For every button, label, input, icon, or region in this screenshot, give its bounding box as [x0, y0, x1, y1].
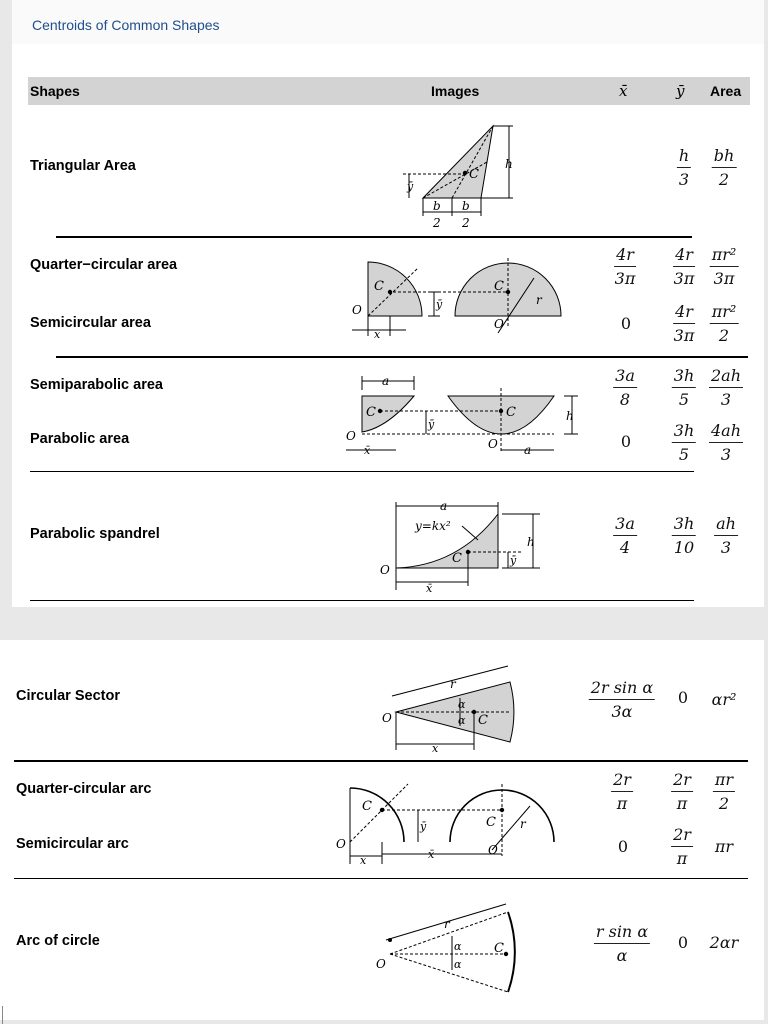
label-r: r: [444, 917, 450, 931]
area-value: 2αr: [709, 933, 739, 952]
row-label-circular-sector: Circular Sector: [16, 688, 120, 704]
label-curve: y=kx²: [415, 519, 451, 533]
label-O: O: [380, 563, 390, 577]
xbar-value: r sin α α: [595, 922, 649, 965]
row-divider: [56, 356, 748, 358]
label-ybar: ȳ: [428, 418, 435, 431]
row-label-arc-of-circle: Arc of circle: [16, 933, 100, 949]
label-O: O: [346, 429, 356, 443]
triangle-figure: [395, 118, 525, 233]
area-value: ah 3: [716, 514, 736, 557]
label-xbar: x̄: [426, 582, 433, 594]
ybar-value: 4r 3π: [673, 302, 695, 345]
label-C: C: [452, 551, 462, 566]
label-r: r: [520, 817, 526, 831]
label-xbar: x̄: [374, 328, 381, 341]
row-label-quarter-circular-arc: Quarter-circular arc: [16, 781, 152, 797]
area-value: 2ah 3: [710, 366, 742, 409]
ybar-value: 3h 10: [673, 514, 695, 557]
label-C: C: [494, 279, 504, 294]
label-ybar: ȳ: [407, 180, 414, 193]
xbar-value: 0: [620, 432, 632, 451]
label-O: O: [376, 957, 386, 971]
xbar-value: 0: [617, 837, 629, 856]
label-O: O: [494, 317, 504, 331]
label-C: C: [494, 941, 504, 956]
circular-arc-figure: [332, 770, 568, 870]
label-r: r: [450, 677, 456, 691]
xbar-value: 4r 3π: [614, 245, 636, 288]
label-xbar: x̄: [428, 848, 435, 861]
row-divider: [30, 600, 694, 601]
label-xbar: x̄: [432, 742, 439, 755]
xbar-value: 3a 4: [615, 514, 635, 557]
xbar-value: 2r sin α 3α: [590, 678, 654, 721]
label-C: C: [374, 279, 384, 294]
label-xbar: x̄: [364, 444, 371, 457]
quarter-semicircle-area-figure: [348, 248, 570, 343]
parabolic-spandrel-figure: [378, 496, 548, 594]
label-O: O: [382, 711, 392, 725]
header-shapes: Shapes: [30, 83, 80, 99]
label-alpha: α: [454, 940, 462, 953]
label-O: O: [488, 437, 498, 451]
ybar-value: 3h 5: [673, 421, 695, 464]
label-b: b: [433, 199, 441, 213]
label-h: h: [505, 157, 513, 171]
label-C: C: [478, 713, 488, 728]
row-label-quarter-circular-area: Quarter−circular area: [30, 257, 178, 273]
ybar-value: h 3: [678, 146, 690, 189]
row-divider: [14, 878, 748, 879]
label-O: O: [488, 843, 498, 857]
row-label-parabolic-area: Parabolic area: [30, 431, 130, 447]
label-b: b: [462, 199, 470, 213]
area-value: πr: [714, 837, 734, 856]
circular-sector-figure: [378, 660, 528, 755]
label-2: 2: [433, 216, 441, 230]
label-C: C: [366, 405, 376, 420]
label-O: O: [352, 303, 362, 317]
row-label-parabolic-spandrel: Parabolic spandrel: [30, 526, 160, 542]
row-label-semicircular-area: Semicircular area: [30, 315, 151, 331]
arc-of-circle-figure: [372, 900, 522, 1000]
label-a: a: [524, 443, 532, 457]
label-alpha: α: [458, 714, 466, 727]
label-C: C: [469, 167, 479, 182]
label-O: O: [336, 837, 346, 851]
area-value: πr 2: [714, 770, 734, 813]
ybar-value: 2r π: [673, 825, 691, 868]
label-C: C: [506, 405, 516, 420]
area-value: 4ah 3: [710, 421, 742, 464]
label-alpha: α: [458, 698, 466, 711]
ybar-value: 2r π: [673, 770, 691, 813]
row-divider: [14, 760, 748, 762]
ybar-value: 4r 3π: [673, 245, 695, 288]
label-h: h: [527, 535, 535, 549]
row-divider: [56, 236, 692, 238]
xbar-value: 3a 8: [615, 366, 635, 409]
edge-mark: [2, 1006, 3, 1024]
label-ybar: ȳ: [420, 820, 427, 833]
area-value: αr²: [711, 690, 737, 709]
page-title: Centroids of Common Shapes: [32, 17, 220, 33]
label-a: a: [382, 374, 390, 388]
label-2: 2: [462, 216, 470, 230]
label-ybar: ȳ: [436, 298, 443, 311]
label-ybar: ȳ: [510, 554, 517, 567]
area-value: bh 2: [713, 146, 735, 189]
label-alpha: α: [454, 958, 462, 971]
header-images: Images: [431, 83, 480, 99]
row-label-semiparabolic-area: Semiparabolic area: [30, 377, 163, 393]
label-C: C: [486, 815, 496, 830]
ybar-value: 3h 5: [673, 366, 695, 409]
row-divider: [30, 471, 694, 472]
ybar-value: 0: [677, 688, 689, 707]
header-ybar: ȳ: [676, 82, 685, 100]
xbar-value: 2r π: [613, 770, 631, 813]
header-area: Area: [710, 83, 742, 99]
label-r: r: [536, 293, 542, 307]
label-C: C: [362, 799, 372, 814]
label-a: a: [440, 499, 448, 513]
area-value: πr² 3π: [711, 245, 737, 288]
row-label-triangular-area: Triangular Area: [30, 158, 136, 174]
xbar-value: 0: [620, 314, 632, 333]
label-xbar: x̄: [360, 854, 367, 867]
table-header: [28, 77, 750, 105]
row-label-semicircular-arc: Semicircular arc: [16, 836, 129, 852]
area-value: πr² 2: [711, 302, 737, 345]
label-h: h: [566, 409, 574, 423]
header-xbar: x̄: [619, 82, 628, 100]
parabolic-area-figure: [342, 368, 582, 458]
ybar-value: 0: [677, 933, 689, 952]
